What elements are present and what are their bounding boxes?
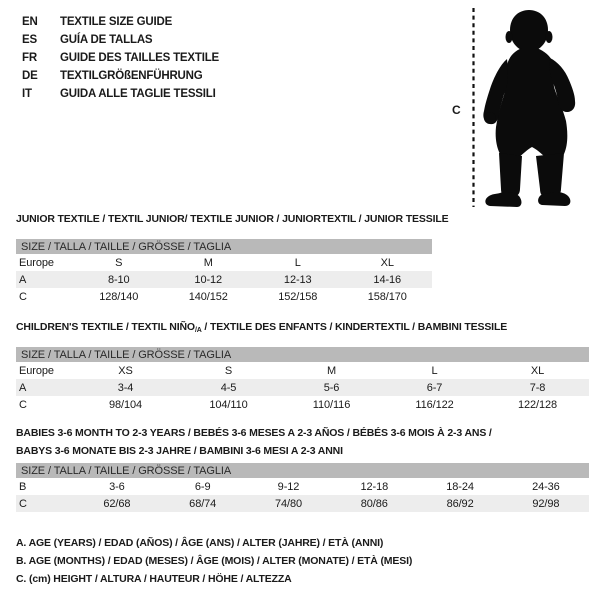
language-code: EN xyxy=(22,16,38,28)
cell: 3-4 xyxy=(74,379,177,396)
footnote-c: C. (cm) HEIGHT / ALTURA / HAUTEUR / HÖHE / ALTEZZA xyxy=(16,573,292,585)
table-row-age-months xyxy=(16,478,589,495)
height-measure-line xyxy=(471,8,476,207)
row-label: C xyxy=(19,290,27,303)
cell: 4-5 xyxy=(177,379,280,396)
children-title-post: / TEXTILE DES ENFANTS / KINDERTEXTIL / BAMBINI TESSILE xyxy=(201,321,508,333)
table-row-europe xyxy=(16,362,589,379)
cell: 110/116 xyxy=(312,398,351,411)
junior-size-table xyxy=(16,239,432,305)
language-title: GUIDA ALLE TAGLIE TESSILI xyxy=(60,88,216,100)
cell: 62/68 xyxy=(74,495,160,512)
cell: 128/140 xyxy=(99,290,139,303)
cell: 6-7 xyxy=(383,379,486,396)
baby-silhouette-image xyxy=(480,5,580,211)
size-header-label: SIZE / TALLA / TAILLE / GRÖSSE / TAGLIA xyxy=(16,463,589,478)
table-row-age xyxy=(16,271,432,288)
language-code: DE xyxy=(22,70,38,82)
size-header-label: SIZE / TALLA / TAILLE / GRÖSSE / TAGLIA xyxy=(16,347,589,362)
size-header-row xyxy=(16,463,589,478)
cell: XL xyxy=(380,256,394,269)
row-label: C xyxy=(19,398,27,411)
language-title: GUÍA DE TALLAS xyxy=(60,34,153,46)
junior-section-title: JUNIOR TEXTILE / TEXTIL JUNIOR/ TEXTILE JUNIOR / JUNIORTEXTIL / JUNIOR TESSILE xyxy=(16,213,449,225)
language-code: FR xyxy=(22,52,37,64)
cell: 152/158 xyxy=(278,290,318,303)
size-header-label: SIZE / TALLA / TAILLE / GRÖSSE / TAGLIA xyxy=(16,239,432,254)
legend-footnotes xyxy=(16,534,412,588)
cell: 86/92 xyxy=(417,495,503,512)
cell: 68/74 xyxy=(160,495,246,512)
cell: 10-12 xyxy=(164,271,254,288)
cell: 18-24 xyxy=(446,480,474,493)
cell: 24-36 xyxy=(532,480,560,493)
size-header-row xyxy=(16,239,432,254)
children-title-pre: CHILDREN'S TEXTILE / TEXTIL NIÑO xyxy=(16,321,195,333)
language-row-es xyxy=(22,31,219,49)
cell: 14-16 xyxy=(343,271,433,288)
language-title: GUIDE DES TAILLES TEXTILE xyxy=(60,52,219,64)
cell: 116/122 xyxy=(415,398,454,411)
language-row-it xyxy=(22,85,219,103)
row-label: A xyxy=(16,379,74,396)
cell: L xyxy=(431,364,438,377)
height-measure-label: C xyxy=(452,103,461,117)
cell: 5-6 xyxy=(280,379,383,396)
row-label: A xyxy=(16,271,74,288)
table-row-height xyxy=(16,396,589,413)
table-row-height xyxy=(16,495,589,512)
language-row-en xyxy=(22,13,219,31)
language-row-fr xyxy=(22,49,219,67)
babies-title-line1: BABIES 3-6 MONTH TO 2-3 YEARS / BEBÉS 3-6 MESES A 2-3 AÑOS / BÉBÉS 3-6 MOIS À 2-3 ANS / xyxy=(16,427,492,439)
language-title-list xyxy=(22,13,219,103)
cell: L xyxy=(294,256,301,269)
cell: XS xyxy=(118,364,133,377)
babies-title-line2: BABYS 3-6 MONATE BIS 2-3 JAHRE / BAMBINI 3-6 MESI A 2-3 ANNI xyxy=(16,445,343,457)
babies-section-title xyxy=(16,424,492,460)
children-title-subscript: /A xyxy=(194,327,202,334)
row-label: Europe xyxy=(19,364,54,377)
cell: XL xyxy=(530,364,545,377)
cell: 12-13 xyxy=(253,271,343,288)
cell: S xyxy=(224,364,233,377)
cell: 98/104 xyxy=(108,398,143,411)
table-row-europe xyxy=(16,254,432,271)
cell: 9-12 xyxy=(277,480,300,493)
table-row-height xyxy=(16,288,432,305)
table-row-age xyxy=(16,379,589,396)
size-header-row xyxy=(16,347,589,362)
row-label: C xyxy=(16,495,74,512)
footnote-b: B. AGE (MONTHS) / EDAD (MESES) / ÂGE (MOIS) / ALTER (MONATE) / ETÀ (MESI) xyxy=(16,555,413,567)
cell: S xyxy=(115,256,123,269)
cell: 6-9 xyxy=(194,480,211,493)
cell: 3-6 xyxy=(109,480,125,493)
cell: 74/80 xyxy=(246,495,332,512)
cell: 80/86 xyxy=(331,495,417,512)
children-size-table xyxy=(16,347,589,413)
row-label: Europe xyxy=(19,256,54,269)
cell: 122/128 xyxy=(517,398,558,411)
cell: 104/110 xyxy=(209,398,248,411)
language-row-de xyxy=(22,67,219,85)
cell: 158/170 xyxy=(367,290,407,303)
cell: 7-8 xyxy=(486,379,589,396)
cell: M xyxy=(326,364,337,377)
children-section-title xyxy=(16,320,507,338)
cell: M xyxy=(203,256,213,269)
footnote-a: A. AGE (YEARS) / EDAD (AÑOS) / ÂGE (ANS) / ALTER (JAHRE) / ETÀ (ANNI) xyxy=(16,537,384,549)
cell: 92/98 xyxy=(503,495,589,512)
row-label: B xyxy=(19,480,27,493)
cell: 12-18 xyxy=(360,480,389,493)
cell: 8-10 xyxy=(74,271,164,288)
babies-size-table xyxy=(16,463,589,512)
cell: 140/152 xyxy=(188,290,228,303)
language-title: TEXTILGRÖßENFÜHRUNG xyxy=(60,70,203,82)
language-code: ES xyxy=(22,34,37,46)
language-code: IT xyxy=(22,88,32,100)
language-title: TEXTILE SIZE GUIDE xyxy=(60,16,173,28)
